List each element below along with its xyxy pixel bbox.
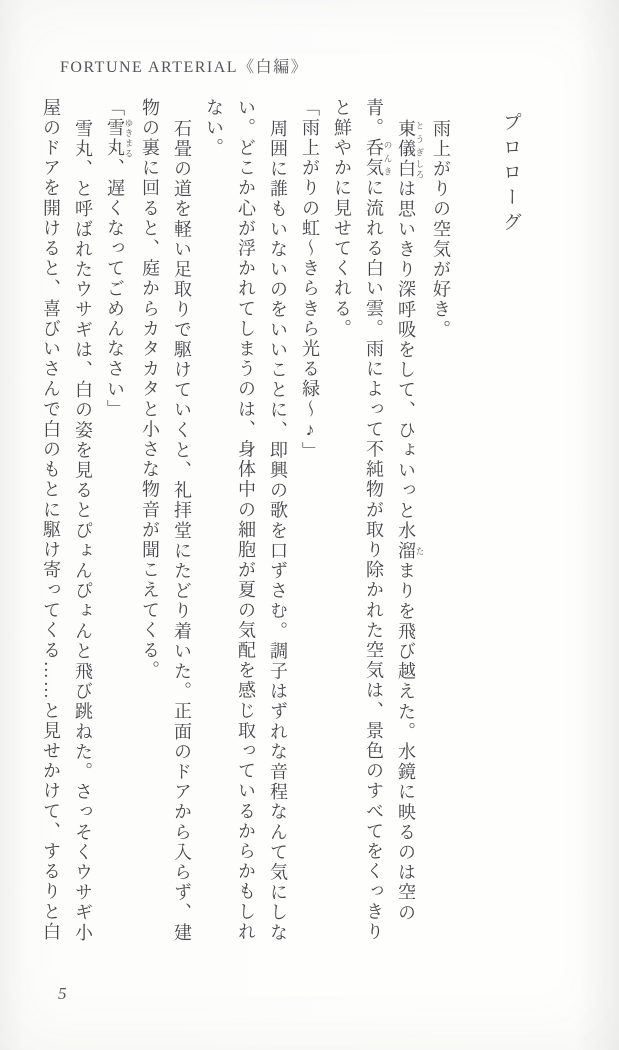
paragraph-1: 雨上がりの空気が好き。 — [431, 119, 451, 341]
running-header: FORTUNE ARTERIAL《白編》 — [60, 59, 309, 76]
text-block — [43, 98, 527, 944]
furigana-term: 白 しろ — [396, 159, 425, 180]
paragraph-5: 石畳の道を軽い足取りで駆けていくと、礼拝堂にたどり着いた。正面のドアから入らず、建物の裏に回ると、庭からカタカタと小さな物音が聞こえてくる。 — [140, 98, 192, 944]
paragraph-6: 「雪丸 ゆきまる、遅くなってごめんなさい」 — [105, 98, 134, 420]
body-paragraphs — [35, 98, 457, 944]
page-number: 5 — [58, 984, 68, 1003]
paragraph-2: 東儀 とうぎ白 しろは思いきり深呼吸をして、ひょいっと水溜 たまりを飛び越えた。水鏡に映るのは空の青。呑気 のんきに流れる白い雲。雨によって不純物が取り除かれた空気は、景色のすべてをくっきりと鮮やかに見せてくれる。 — [332, 98, 425, 943]
paragraph-4: 周囲に誰もいないのをいいことに、即興の歌を口ずさむ。調子はずれな音程なんて気にしない。どこか心が浮かれてしまうのは、身体中の細胞が夏の気配を感じ取っているからかもしれない。 — [204, 98, 288, 944]
furigana-term: 溜 た — [396, 541, 425, 562]
paragraph-3: 「雨上がりの虹～きらきら光る緑～♪」 — [300, 98, 320, 462]
furigana-term: 雪丸 ゆきまる — [105, 118, 134, 159]
furigana-term: 東儀 とうぎ — [396, 119, 425, 160]
chapter-title: プロローグ — [500, 112, 521, 237]
furigana-term: 呑気 のんき — [364, 138, 393, 179]
paragraph-7: 雪丸、と呼ばれたウサギは、白の姿を見るとぴょんぴょんと飛び跳ねた。さっそくウサギ小屋のドアを開けると、喜びいさんで白のもとに駆け寄ってくる……と見せかけて、するりと白 — [41, 98, 93, 944]
